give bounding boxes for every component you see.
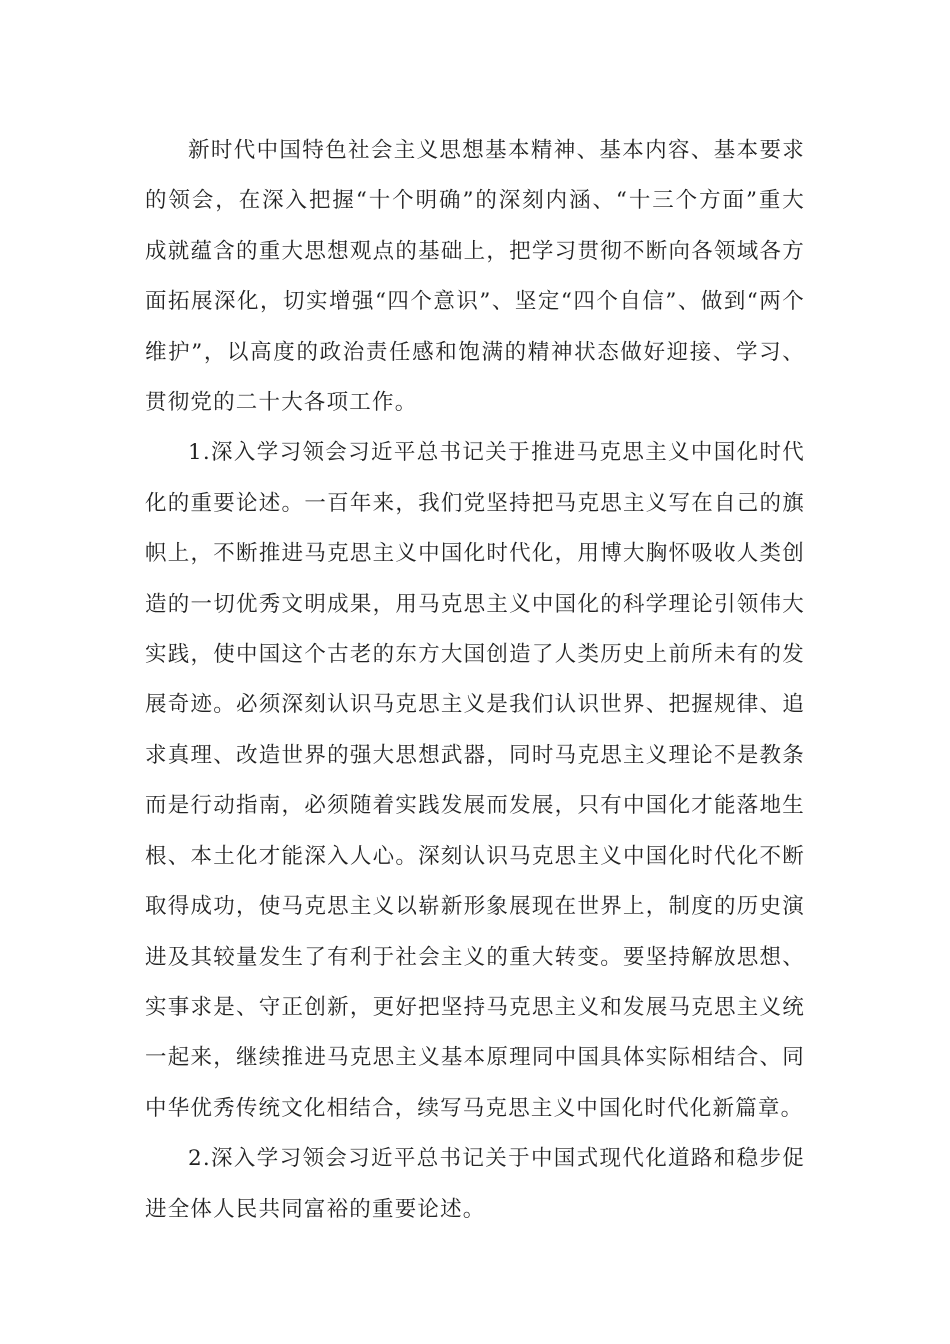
paragraph-section-1: 1.深入学习领会习近平总书记关于推进马克思主义中国化时代化的重要论述。一百年来，我们党坚持把马克思主义写在自己的旗帜上，不断推进马克思主义中国化时代化，用博大胸怀吸收人类创造的一切优秀文明成果，用马克思主义中国化的科学理论引领伟大实践，使中国这个古老的东方大国创造了人类历史上前所未有的发展奇迹。必须深刻认识马克思主义是我们认识世界、把握规律、追求真理、改造世界的强大思想武器，同时马克思主义理论不是教条而是行动指南，必须随着实践发展而发展，只有中国化才能落地生根、本土化才能深入人心。深刻认识马克思主义中国化时代化不断取得成功，使马克思主义以崭新形象展现在世界上，制度的历史演进及其较量发生了有利于社会主义的重大转变。要坚持解放思想、实事求是、守正创新，更好把坚持马克思主义和发展马克思主义统一起来，继续推进马克思主义基本原理同中国具体实际相结合、同中华优秀传统文化相结合，续写马克思主义中国化时代化新篇章。 (145, 440, 805, 1121)
document-body (145, 126, 805, 1235)
paragraph-intro: 新时代中国特色社会主义思想基本精神、基本内容、基本要求的领会，在深入把握“十个明确”的深刻内涵、“十三个方面”重大成就蕴含的重大思想观点的基础上，把学习贯彻不断向各领域各方面拓展深化，切实增强“四个意识”、坚定“四个自信”、做到“两个维护”，以高度的政治责任感和饱满的精神状态做好迎接、学习、贯彻党的二十大各项工作。 (145, 138, 805, 416)
paragraph-section-2: 2.深入学习领会习近平总书记关于中国式现代化道路和稳步促进全体人民共同富裕的重要论述。 (145, 1146, 805, 1222)
